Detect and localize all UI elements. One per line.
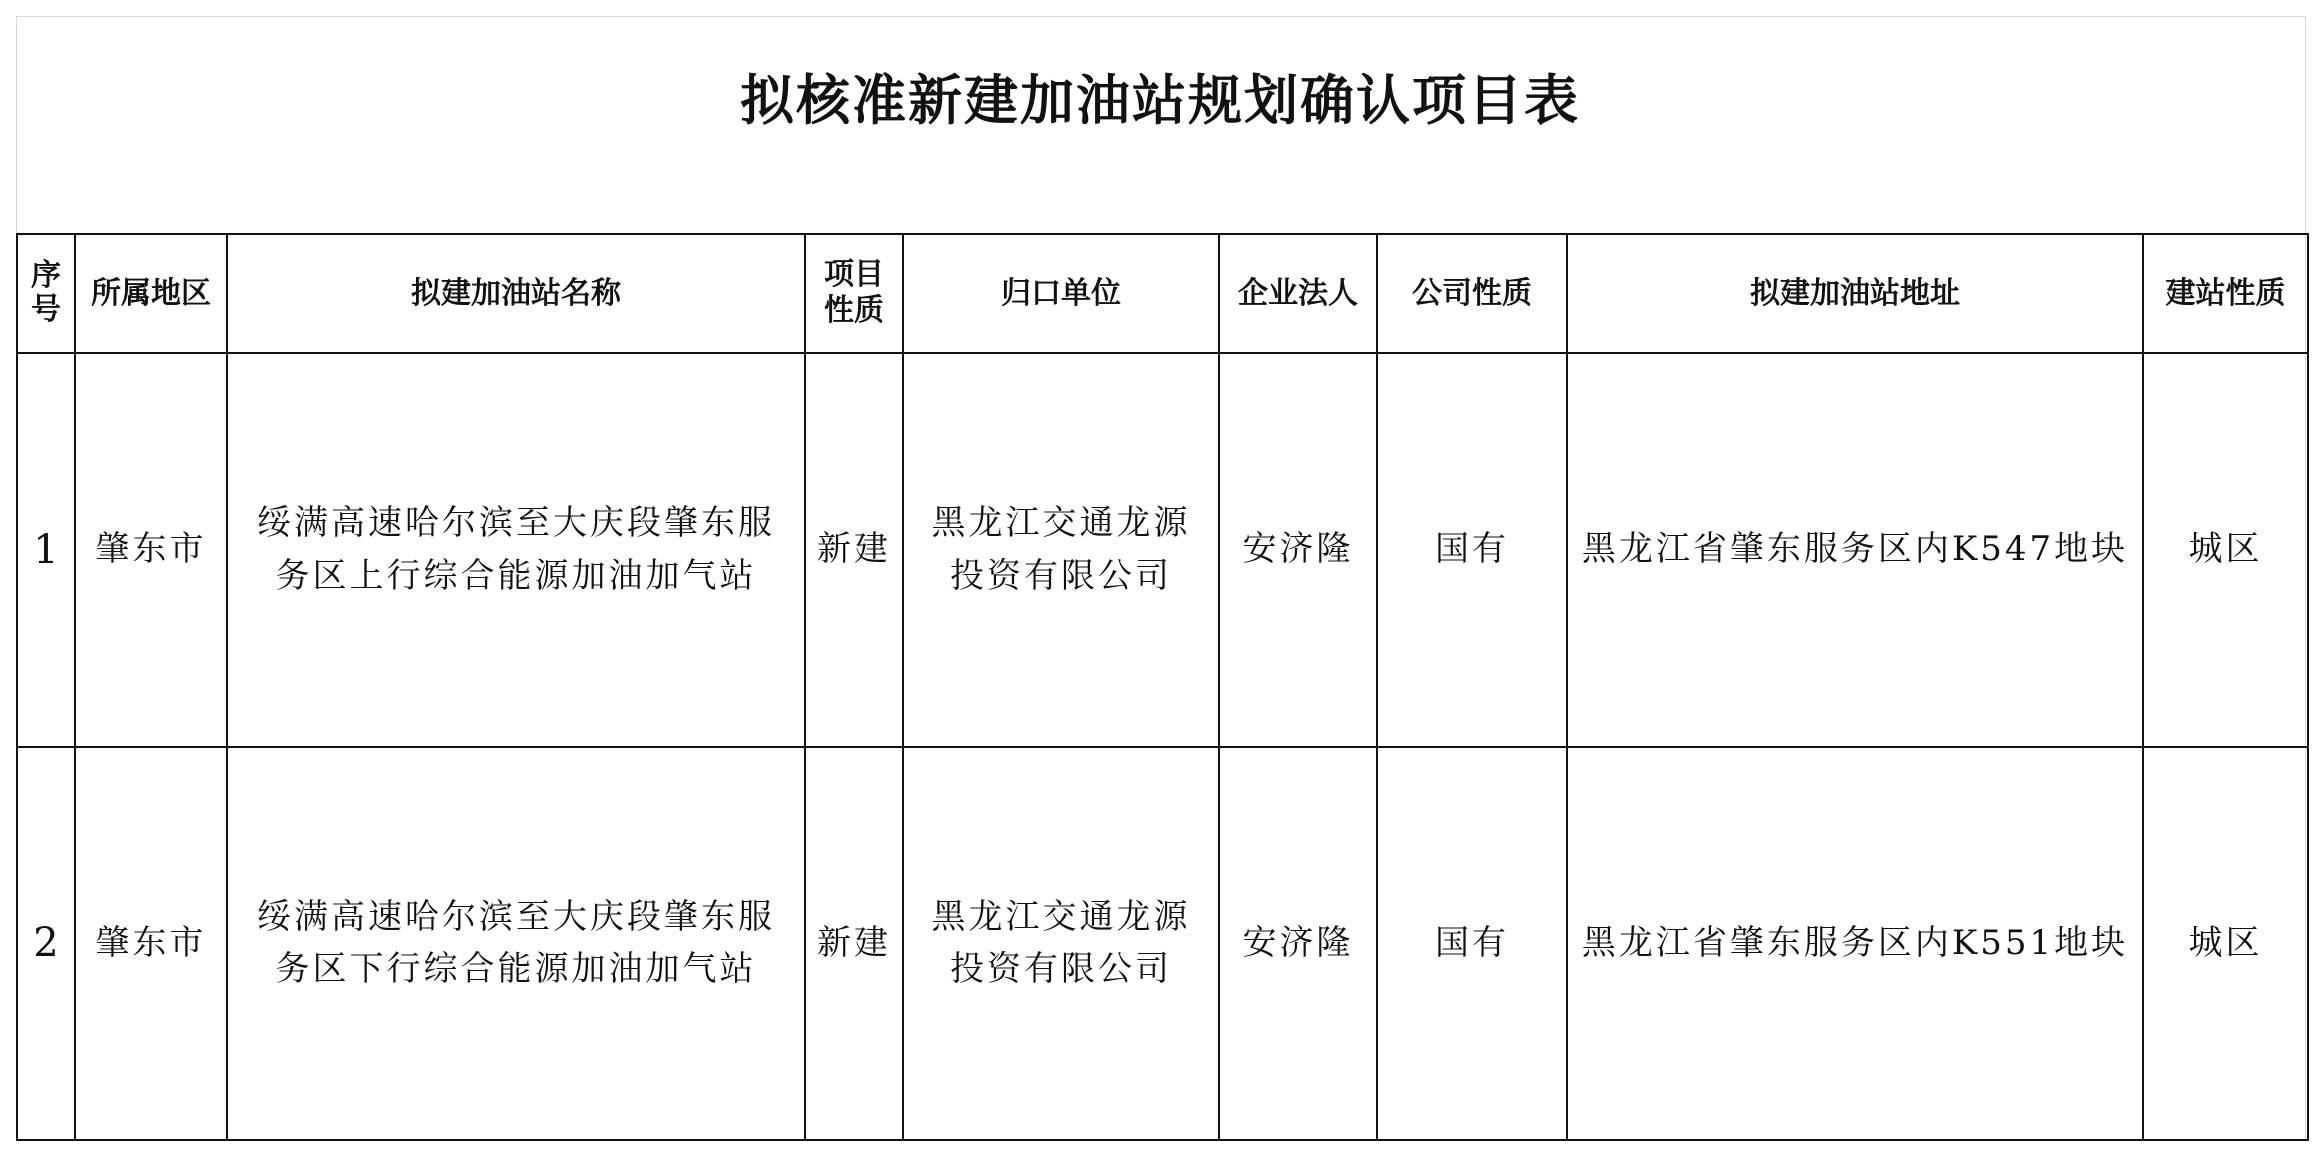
table-header-row	[17, 234, 2308, 353]
cell-station-name: 绥满高速哈尔滨至大庆段肇东服务区上行综合能源加油加气站	[227, 353, 805, 746]
header-seq: 序号	[17, 234, 75, 353]
table-row	[17, 353, 2308, 746]
header-station-type: 建站性质	[2143, 234, 2308, 353]
cell-seq: 2	[17, 747, 75, 1140]
cell-project-nature: 新建	[805, 353, 903, 746]
cell-company-type: 国有	[1377, 747, 1567, 1140]
header-region: 所属地区	[75, 234, 227, 353]
cell-region: 肇东市	[75, 353, 227, 746]
header-project-nature: 项目性质	[805, 234, 903, 353]
cell-project-nature: 新建	[805, 747, 903, 1140]
header-unit: 归口单位	[903, 234, 1219, 353]
cell-region: 肇东市	[75, 747, 227, 1140]
cell-unit: 黑龙江交通龙源投资有限公司	[903, 353, 1219, 746]
cell-station-type: 城区	[2143, 747, 2308, 1140]
header-legal-person: 企业法人	[1219, 234, 1377, 353]
cell-station-name: 绥满高速哈尔滨至大庆段肇东服务区下行综合能源加油加气站	[227, 747, 805, 1140]
cell-address: 黑龙江省肇东服务区内K547地块	[1567, 353, 2143, 746]
table-row	[17, 747, 2308, 1140]
cell-company-type: 国有	[1377, 353, 1567, 746]
cell-seq: 1	[17, 353, 75, 746]
header-station-name: 拟建加油站名称	[227, 234, 805, 353]
project-table	[16, 233, 2309, 1141]
cell-address: 黑龙江省肇东服务区内K551地块	[1567, 747, 2143, 1140]
page-title: 拟核准新建加油站规划确认项目表	[740, 69, 1580, 132]
header-company-type: 公司性质	[1377, 234, 1567, 353]
cell-legal-person: 安济隆	[1219, 353, 1377, 746]
cell-station-type: 城区	[2143, 353, 2308, 746]
header-address: 拟建加油站地址	[1567, 234, 2143, 353]
cell-unit: 黑龙江交通龙源投资有限公司	[903, 747, 1219, 1140]
cell-legal-person: 安济隆	[1219, 747, 1377, 1140]
